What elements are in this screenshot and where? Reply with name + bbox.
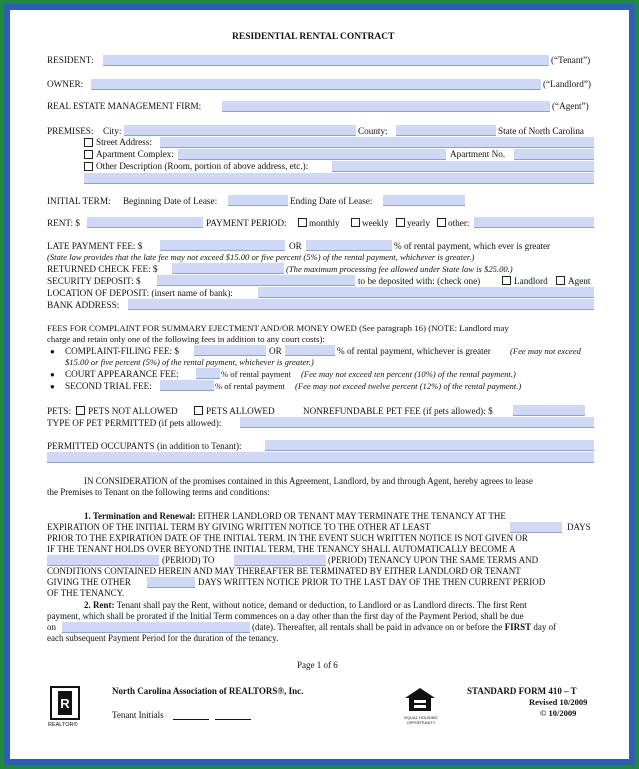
- filing-fee-note-2: $15.00 or five percent (5%) of the rental payment, whichever is greater.): [65, 357, 314, 367]
- location-of-deposit-field[interactable]: [258, 287, 594, 298]
- association-name: North Carolina Association of REALTORS®, Inc.: [112, 686, 304, 696]
- resident-suffix: (“Tenant”): [551, 55, 591, 65]
- filing-fee-or: OR: [269, 346, 282, 356]
- realtor-logo-icon: [50, 686, 80, 720]
- filing-fee-field[interactable]: [194, 345, 266, 356]
- pet-fee-field[interactable]: [513, 405, 585, 416]
- county-label: County:: [358, 126, 388, 136]
- pets-allowed-checkbox[interactable]: [194, 406, 203, 415]
- other-label: Other Description (Room, portion of above address, etc.):: [96, 161, 309, 171]
- notice-days-field[interactable]: [510, 522, 562, 533]
- apartment-complex-checkbox[interactable]: [84, 150, 93, 159]
- page-number: Page 1 of 6: [297, 660, 338, 670]
- other-period-field[interactable]: [474, 217, 594, 228]
- deposit-with-text: to be deposited with: (check one): [358, 276, 481, 286]
- p2-title: 2. Rent:: [84, 600, 115, 610]
- resident-label: RESIDENT:: [47, 55, 94, 65]
- p2-dayof-text: day of: [533, 622, 557, 632]
- bullet-icon: ●: [50, 370, 55, 379]
- deposit-landlord-label: Landlord: [514, 276, 548, 286]
- p1-line3: PRIOR TO THE EXPIRATION DATE OF THE INITIAL TERM. IN THE EVENT SUCH WRITTEN NOTICE IS NOT GIVEN OR: [47, 533, 528, 543]
- pets-not-allowed-label: PETS NOT ALLOWED: [88, 406, 178, 416]
- city-field[interactable]: [124, 125, 356, 136]
- late-fee-label: LATE PAYMENT FEE: $: [47, 241, 143, 251]
- returned-check-field[interactable]: [172, 263, 284, 274]
- returned-check-label: RETURNED CHECK FEE: $: [47, 264, 158, 274]
- equal-housing-text: EQUAL HOUSING OPPORTUNITY: [404, 715, 438, 725]
- other-field[interactable]: [332, 161, 594, 172]
- street-address-checkbox[interactable]: [84, 138, 93, 147]
- bank-address-label: BANK ADDRESS:: [47, 300, 120, 310]
- weekly-label: weekly: [362, 218, 389, 228]
- renewal-period-field-1[interactable]: [47, 555, 159, 566]
- court-fee-note: (Fee may not exceed ten percent (10%) of the rental payment.): [301, 369, 516, 379]
- late-fee-percent-field[interactable]: [306, 240, 392, 251]
- p1-line7b: DAYS WRITTEN NOTICE PRIOR TO THE LAST DAY OF THE THEN CURRENT PERIOD: [198, 577, 546, 587]
- other-period-label: other:: [448, 218, 470, 228]
- p1-line4: IF THE TENANT HOLDS OVER BEYOND THE INITIAL TERM, THE TENANCY SHALL AUTOMATICALLY BECOME A: [47, 544, 516, 554]
- court-fee-field[interactable]: [196, 368, 220, 379]
- county-field[interactable]: [396, 125, 496, 136]
- street-label: Street Address:: [96, 137, 152, 147]
- state-text: State of North Carolina: [498, 126, 584, 136]
- occupants-field-line2[interactable]: [47, 452, 594, 463]
- owner-field[interactable]: [91, 79, 541, 90]
- court-fee-label: COURT APPEARANCE FEE:: [65, 369, 179, 379]
- p1-line2: EXPIRATION OF THE INITIAL TERM BY GIVING WRITTEN NOTICE TO THE OTHER AT LEAST: [47, 522, 431, 532]
- realtor-mark-text: REALTOR®: [48, 722, 78, 728]
- p2-first-text: FIRST: [504, 622, 532, 632]
- p1-line6: CONDITIONS CONTAINED HEREIN AND MAY THEREAFTER BE TERMINATED BY EITHER LANDLORD OR TENANT: [47, 566, 521, 576]
- deposit-agent-checkbox[interactable]: [556, 276, 565, 285]
- second-trial-percent-text: % of rental payment: [215, 381, 285, 391]
- other-period-checkbox[interactable]: [437, 218, 446, 227]
- p2-line2: payment, which shall be prorated if the Initial Term commences on a day other than the first day of the Payment Period, shall be due: [47, 611, 524, 621]
- p2-line1: [84, 600, 527, 611]
- p2-line3b: [252, 622, 556, 633]
- occupants-label: PERMITTED OCCUPANTS (in addition to Tenant):: [47, 441, 242, 451]
- p1-title: 1. Termination and Renewal:: [84, 511, 196, 521]
- court-fee-percent-text: % of rental payment: [221, 369, 291, 379]
- rent-field[interactable]: [87, 217, 203, 228]
- weekly-checkbox[interactable]: [351, 218, 360, 227]
- pets-allowed-label: PETS ALLOWED: [206, 406, 275, 416]
- p1-line5a: (PERIOD) TO: [162, 555, 215, 565]
- security-deposit-field[interactable]: [157, 275, 355, 286]
- equal-housing-icon: [404, 687, 436, 716]
- payment-period-label: PAYMENT PERIOD:: [206, 218, 287, 228]
- bank-address-field[interactable]: [128, 299, 594, 310]
- renewal-period-field-2[interactable]: [234, 555, 326, 566]
- p1-line1-text: EITHER LANDLORD OR TENANT MAY TERMINATE THE TENANCY AT THE: [197, 511, 506, 521]
- monthly-checkbox[interactable]: [298, 218, 307, 227]
- late-fee-or: OR: [289, 241, 302, 251]
- tenant-initials-line-1[interactable]: [173, 719, 209, 720]
- filing-fee-percent-field[interactable]: [285, 345, 335, 356]
- yearly-label: yearly: [407, 218, 430, 228]
- svg-text:R: R: [60, 696, 70, 711]
- city-label: City:: [103, 126, 122, 136]
- p1-line8: OF THE TENANCY.: [47, 588, 125, 598]
- begin-date-label: Beginning Date of Lease:: [123, 196, 218, 206]
- p2-line3-text: (date). Thereafter, all rentals shall be paid in advance on or before the: [252, 622, 503, 632]
- standard-form-number: STANDARD FORM 410 – T: [467, 686, 577, 696]
- p2-line1-text: Tenant shall pay the Rent, without notice, demand or deduction, to Landlord or as Landlord directs. The first Rent: [116, 600, 527, 610]
- monthly-label: monthly: [309, 218, 340, 228]
- pet-fee-label: NONREFUNDABLE PET FEE (if pets allowed): $: [303, 406, 493, 416]
- second-trial-fee-field[interactable]: [160, 380, 214, 391]
- document-page: [10, 10, 629, 759]
- occupants-field[interactable]: [265, 440, 594, 451]
- deposit-agent-label: Agent: [568, 276, 591, 286]
- p1-line7a: GIVING THE OTHER: [47, 577, 131, 587]
- late-fee-field[interactable]: [160, 240, 285, 251]
- complaint-intro-line1: FEES FOR COMPLAINT FOR SUMMARY EJECTMENT AND/OR MONEY OWED (See paragraph 16) (NOTE: Landlord may: [47, 323, 509, 333]
- owner-suffix: (“Landlord”): [543, 79, 591, 89]
- initial-term-label: INITIAL TERM:: [47, 196, 111, 206]
- filing-fee-label: COMPLAINT-FILING FEE: $: [65, 346, 179, 356]
- security-deposit-label: SECURITY DEPOSIT: $: [47, 276, 141, 286]
- revised-date: Revised 10/2009: [529, 697, 588, 707]
- deposit-landlord-checkbox[interactable]: [502, 276, 511, 285]
- filing-fee-note-1: (Fee may not exceed: [510, 346, 581, 356]
- late-fee-percent-text: % of rental payment, which ever is greater: [394, 241, 551, 251]
- termination-days-field[interactable]: [147, 577, 195, 588]
- location-of-deposit-label: LOCATION OF DEPOSIT: (insert name of bank):: [47, 288, 233, 298]
- p2-line3a: on: [47, 622, 56, 632]
- second-trial-note: (Fee may not exceed twelve percent (12%) of the rental payment.): [295, 381, 522, 391]
- apt-no-field[interactable]: [514, 149, 594, 160]
- firm-field[interactable]: [222, 101, 550, 112]
- street-field[interactable]: [160, 137, 594, 148]
- complex-label: Apartment Complex:: [96, 149, 174, 159]
- firm-suffix: (“Agent”): [552, 101, 589, 111]
- document-title: RESIDENTIAL RENTAL CONTRACT: [232, 32, 395, 42]
- bullet-icon: ●: [50, 347, 55, 356]
- yearly-checkbox[interactable]: [396, 218, 405, 227]
- complaint-intro-line2: charge and retain only one of the following fees in addition to any court costs):: [47, 334, 325, 344]
- rent-label: RENT: $: [47, 218, 80, 228]
- end-date-label: Ending Date of Lease:: [290, 196, 373, 206]
- other-field-line2[interactable]: [84, 173, 594, 184]
- pet-type-field[interactable]: [240, 417, 594, 428]
- firm-label: REAL ESTATE MANAGEMENT FIRM:: [47, 101, 202, 111]
- p1-line5b: (PERIOD) TENANCY UPON THE SAME TERMS AND: [328, 555, 539, 565]
- premises-label: PREMISES:: [47, 126, 94, 136]
- begin-date-field[interactable]: [228, 195, 288, 206]
- apt-no-label: Apartment No.: [450, 149, 506, 159]
- second-trial-fee-label: SECOND TRIAL FEE:: [65, 381, 152, 391]
- resident-field[interactable]: [103, 55, 549, 66]
- complex-field[interactable]: [178, 149, 446, 160]
- end-date-field[interactable]: [383, 195, 465, 206]
- pet-type-label: TYPE OF PET PERMITTED (if pets allowed):: [47, 418, 222, 428]
- pets-label: PETS:: [47, 406, 71, 416]
- p1-days-label: DAYS: [567, 522, 591, 532]
- bullet-icon: ●: [50, 382, 55, 391]
- tenant-initials-line-2[interactable]: [215, 719, 251, 720]
- pets-not-allowed-checkbox[interactable]: [76, 406, 85, 415]
- p2-line4: each subsequent Payment Period for the duration of the tenancy.: [47, 633, 279, 643]
- owner-label: OWNER:: [47, 79, 84, 89]
- other-description-checkbox[interactable]: [84, 162, 93, 171]
- returned-check-note: (The maximum processing fee allowed under State law is $25.00.): [286, 264, 513, 274]
- late-fee-note: (State law provides that the late fee may not exceed $15.00 or five percent (5%) of the rental payment, whichever is greater.): [47, 252, 475, 262]
- copyright-date: © 10/2009: [540, 708, 577, 718]
- filing-fee-percent-text: % of rental payment, whichever is greater: [337, 346, 491, 356]
- first-rent-date-field[interactable]: [62, 622, 250, 633]
- consideration-line2: the Premises to Tenant on the following terms and conditions:: [47, 487, 270, 497]
- p1-line1: [84, 511, 506, 522]
- consideration-line1: IN CONSIDERATION of the promises contained in this Agreement, Landlord, by and through Agent, hereby agrees to lease: [84, 476, 533, 486]
- tenant-initials-label: Tenant Initials: [112, 710, 164, 720]
